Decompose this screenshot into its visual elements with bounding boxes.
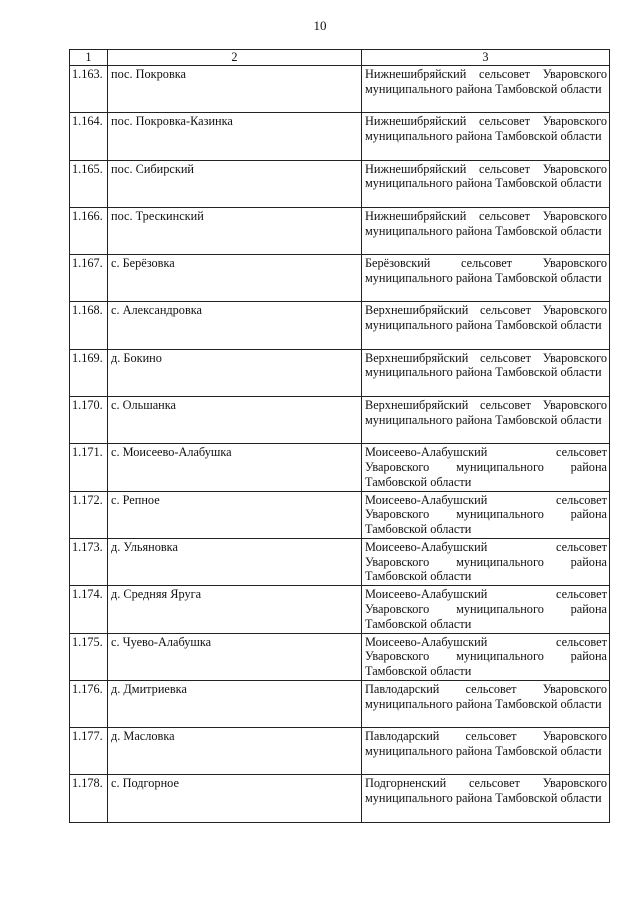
table-row bbox=[70, 491, 610, 538]
municipality-name: Моисеево-Алабушский сельсовет Уваровского муниципального района Тамбовской области bbox=[362, 586, 610, 633]
table-row bbox=[70, 302, 610, 349]
row-number: 1.170. bbox=[70, 397, 108, 444]
table-row bbox=[70, 255, 610, 302]
table-row bbox=[70, 775, 610, 822]
settlement-name: с. Чуево-Алабушка bbox=[108, 633, 362, 680]
table-row bbox=[70, 66, 610, 113]
table-row bbox=[70, 113, 610, 160]
column-header-number: 1 bbox=[70, 50, 108, 66]
municipality-name: Моисеево-Алабушский сельсовет Уваровского муниципального района Тамбовской области bbox=[362, 538, 610, 585]
settlement-name: д. Дмитриевка bbox=[108, 680, 362, 727]
settlement-name: с. Ольшанка bbox=[108, 397, 362, 444]
table-row bbox=[70, 444, 610, 491]
municipality-name: Берёзовский сельсовет Уваровского муниципального района Тамбовской области bbox=[362, 255, 610, 302]
settlement-name: с. Александровка bbox=[108, 302, 362, 349]
row-number: 1.178. bbox=[70, 775, 108, 822]
row-number: 1.176. bbox=[70, 680, 108, 727]
row-number: 1.175. bbox=[70, 633, 108, 680]
municipality-name: Нижнешибряйский сельсовет Уваровского муниципального района Тамбовской области bbox=[362, 66, 610, 113]
table-row bbox=[70, 586, 610, 633]
municipality-name: Верхнешибряйский сельсовет Уваровского муниципального района Тамбовской области bbox=[362, 302, 610, 349]
settlement-name: пос. Трескинский bbox=[108, 207, 362, 254]
row-number: 1.163. bbox=[70, 66, 108, 113]
municipality-name: Павлодарский сельсовет Уваровского муниципального района Тамбовской области bbox=[362, 680, 610, 727]
settlement-name: д. Ульяновка bbox=[108, 538, 362, 585]
table-row bbox=[70, 160, 610, 207]
row-number: 1.171. bbox=[70, 444, 108, 491]
table-row bbox=[70, 538, 610, 585]
municipality-name: Верхнешибряйский сельсовет Уваровского муниципального района Тамбовской области bbox=[362, 349, 610, 396]
row-number: 1.169. bbox=[70, 349, 108, 396]
settlement-name: д. Бокино bbox=[108, 349, 362, 396]
table-body bbox=[70, 66, 610, 823]
settlement-name: пос. Покровка bbox=[108, 66, 362, 113]
settlement-name: д. Масловка bbox=[108, 728, 362, 775]
municipality-name: Павлодарский сельсовет Уваровского муниципального района Тамбовской области bbox=[362, 728, 610, 775]
municipality-name: Верхнешибряйский сельсовет Уваровского муниципального района Тамбовской области bbox=[362, 397, 610, 444]
settlement-name: пос. Покровка-Казинка bbox=[108, 113, 362, 160]
settlement-name: с. Моисеево-Алабушка bbox=[108, 444, 362, 491]
row-number: 1.167. bbox=[70, 255, 108, 302]
municipality-name: Моисеево-Алабушский сельсовет Уваровского муниципального района Тамбовской области bbox=[362, 633, 610, 680]
municipality-name: Нижнешибряйский сельсовет Уваровского муниципального района Тамбовской области bbox=[362, 113, 610, 160]
table-row bbox=[70, 680, 610, 727]
row-number: 1.164. bbox=[70, 113, 108, 160]
row-number: 1.166. bbox=[70, 207, 108, 254]
settlement-name: с. Подгорное bbox=[108, 775, 362, 822]
municipality-name: Подгорненский сельсовет Уваровского муниципального района Тамбовской области bbox=[362, 775, 610, 822]
row-number: 1.165. bbox=[70, 160, 108, 207]
municipality-name: Моисеево-Алабушский сельсовет Уваровского муниципального района Тамбовской области bbox=[362, 491, 610, 538]
municipality-name: Нижнешибряйский сельсовет Уваровского муниципального района Тамбовской области bbox=[362, 160, 610, 207]
municipality-name: Моисеево-Алабушский сельсовет Уваровского муниципального района Тамбовской области bbox=[362, 444, 610, 491]
table-row bbox=[70, 728, 610, 775]
row-number: 1.177. bbox=[70, 728, 108, 775]
settlements-table bbox=[69, 49, 610, 823]
table-row bbox=[70, 397, 610, 444]
column-header-municipality: 3 bbox=[362, 50, 610, 66]
table-row bbox=[70, 207, 610, 254]
settlement-name: с. Репное bbox=[108, 491, 362, 538]
municipality-name: Нижнешибряйский сельсовет Уваровского муниципального района Тамбовской области bbox=[362, 207, 610, 254]
row-number: 1.174. bbox=[70, 586, 108, 633]
column-header-settlement: 2 bbox=[108, 50, 362, 66]
row-number: 1.173. bbox=[70, 538, 108, 585]
settlement-name: с. Берёзовка bbox=[108, 255, 362, 302]
row-number: 1.168. bbox=[70, 302, 108, 349]
settlement-name: д. Средняя Яруга bbox=[108, 586, 362, 633]
table-header bbox=[70, 50, 610, 66]
row-number: 1.172. bbox=[70, 491, 108, 538]
settlement-name: пос. Сибирский bbox=[108, 160, 362, 207]
table-row bbox=[70, 633, 610, 680]
page-number: 10 bbox=[313, 18, 327, 33]
table-row bbox=[70, 349, 610, 396]
